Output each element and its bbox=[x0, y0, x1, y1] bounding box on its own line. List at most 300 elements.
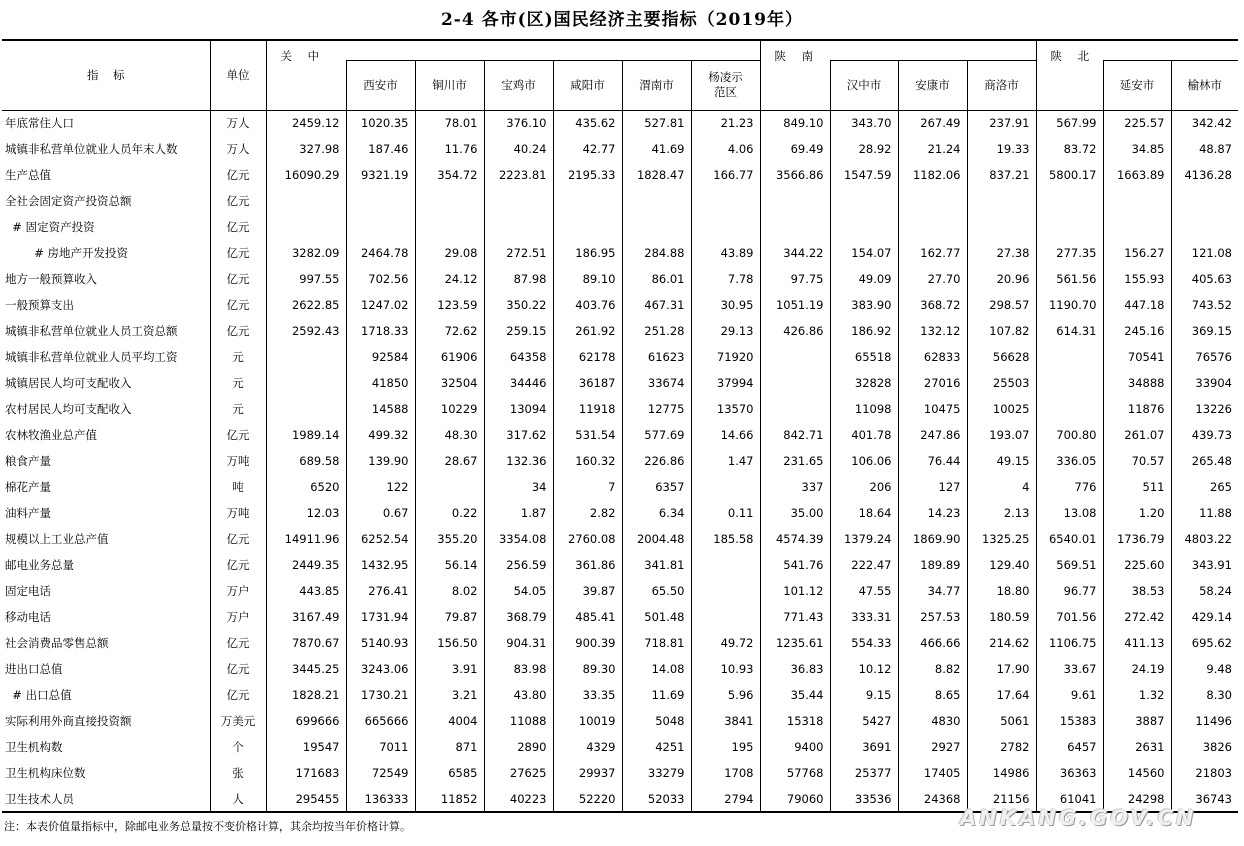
table-row bbox=[2, 240, 1238, 266]
value-cell: 368.79 bbox=[484, 604, 553, 630]
value-cell: 12775 bbox=[622, 396, 691, 422]
value-cell: 5140.93 bbox=[346, 630, 415, 656]
value-cell: 11918 bbox=[553, 396, 622, 422]
city-header-weinan: 渭南市 bbox=[622, 60, 691, 110]
row-unit: 万人 bbox=[210, 110, 266, 136]
region-header-shaannan: 陕 南 bbox=[760, 40, 830, 110]
value-cell: 9.48 bbox=[1206, 662, 1232, 676]
value-cell: 14588 bbox=[346, 396, 415, 422]
value-cell: 3826 bbox=[1202, 740, 1232, 754]
table-row bbox=[2, 370, 1238, 396]
value-cell bbox=[1103, 188, 1171, 214]
value-cell bbox=[346, 214, 415, 240]
table-row bbox=[2, 188, 1238, 214]
value-cell: 89.30 bbox=[553, 656, 622, 682]
value-cell: 1190.70 bbox=[1036, 292, 1103, 318]
value-cell: 34888 bbox=[1103, 370, 1171, 396]
value-cell: 11852 bbox=[415, 786, 484, 812]
value-cell: 2.82 bbox=[553, 500, 622, 526]
row-unit: 万美元 bbox=[210, 708, 266, 734]
value-cell: 29937 bbox=[553, 760, 622, 786]
value-cell: 52220 bbox=[553, 786, 622, 812]
row-unit: 万吨 bbox=[210, 448, 266, 474]
value-cell: 265 bbox=[1210, 480, 1232, 494]
value-cell: 97.75 bbox=[760, 266, 830, 292]
value-cell bbox=[691, 604, 760, 630]
value-cell: 29.13 bbox=[691, 318, 760, 344]
value-cell: 3354.08 bbox=[484, 526, 553, 552]
value-cell: 7011 bbox=[346, 734, 415, 760]
value-cell: 29.08 bbox=[415, 240, 484, 266]
value-cell: 14911.96 bbox=[266, 526, 346, 552]
value-cell bbox=[1171, 188, 1238, 214]
value-cell: 842.71 bbox=[760, 422, 830, 448]
value-cell bbox=[553, 214, 622, 240]
table-row bbox=[2, 266, 1238, 292]
row-unit: 人 bbox=[210, 786, 266, 812]
value-cell: 9321.19 bbox=[346, 162, 415, 188]
value-cell: 435.62 bbox=[553, 110, 622, 136]
table-row bbox=[2, 578, 1238, 604]
value-cell bbox=[691, 474, 760, 500]
row-unit: 亿元 bbox=[210, 266, 266, 292]
row-unit: 亿元 bbox=[210, 656, 266, 682]
value-cell: 18.80 bbox=[967, 578, 1036, 604]
value-cell: 19.33 bbox=[967, 136, 1036, 162]
value-cell: 33904 bbox=[1195, 376, 1232, 390]
row-label: 农林牧渔业总产值 bbox=[2, 422, 210, 448]
row-unit: 万户 bbox=[210, 578, 266, 604]
value-cell: 1718.33 bbox=[346, 318, 415, 344]
row-label: 生产总值 bbox=[2, 162, 210, 188]
value-cell: 19547 bbox=[266, 734, 346, 760]
value-cell: 10025 bbox=[967, 396, 1036, 422]
value-cell: 10.12 bbox=[830, 656, 898, 682]
value-cell: 355.20 bbox=[415, 526, 484, 552]
city-header-yangling: 杨凌示范区 bbox=[691, 60, 760, 110]
value-cell: 1736.79 bbox=[1103, 526, 1171, 552]
city-header-shangluo: 商洛市 bbox=[967, 60, 1036, 110]
table-row bbox=[2, 318, 1238, 344]
row-label: 邮电业务总量 bbox=[2, 552, 210, 578]
value-cell: 1828.47 bbox=[622, 162, 691, 188]
city-header-tongchuan: 铜川市 bbox=[415, 60, 484, 110]
value-cell bbox=[484, 214, 553, 240]
table-row bbox=[2, 110, 1238, 136]
value-cell: 40.24 bbox=[484, 136, 553, 162]
value-cell: 499.32 bbox=[346, 422, 415, 448]
value-cell: 17.90 bbox=[967, 656, 1036, 682]
value-cell: 4803.22 bbox=[1184, 532, 1232, 546]
city-header-yanan: 延安市 bbox=[1103, 60, 1171, 110]
value-cell: 1247.02 bbox=[346, 292, 415, 318]
value-cell: 267.49 bbox=[898, 110, 967, 136]
table-row bbox=[2, 422, 1238, 448]
value-cell: 403.76 bbox=[553, 292, 622, 318]
value-cell: 193.07 bbox=[967, 422, 1036, 448]
value-cell: 3243.06 bbox=[346, 656, 415, 682]
value-cell: 155.93 bbox=[1103, 266, 1171, 292]
row-unit: 元 bbox=[210, 370, 266, 396]
value-cell: 129.40 bbox=[967, 552, 1036, 578]
value-cell: 501.48 bbox=[622, 604, 691, 630]
value-cell: 776 bbox=[1036, 474, 1103, 500]
value-cell: 24.12 bbox=[415, 266, 484, 292]
value-cell bbox=[967, 214, 1036, 240]
value-cell: 21.24 bbox=[898, 136, 967, 162]
row-label: 卫生机构数 bbox=[2, 734, 210, 760]
value-cell: 14.66 bbox=[691, 422, 760, 448]
value-cell bbox=[691, 214, 760, 240]
value-cell: 8.30 bbox=[1206, 688, 1232, 702]
value-cell: 439.73 bbox=[1191, 428, 1232, 442]
value-cell: 121.08 bbox=[1191, 246, 1232, 260]
value-cell: 28.67 bbox=[415, 448, 484, 474]
row-unit: 亿元 bbox=[210, 318, 266, 344]
value-cell: 614.31 bbox=[1036, 318, 1103, 344]
value-cell: 1379.24 bbox=[830, 526, 898, 552]
value-cell: 2927 bbox=[898, 734, 967, 760]
value-cell: 2464.78 bbox=[346, 240, 415, 266]
value-cell bbox=[415, 214, 484, 240]
value-cell: 5800.17 bbox=[1036, 162, 1103, 188]
value-cell bbox=[484, 188, 553, 214]
value-cell: 0.22 bbox=[415, 500, 484, 526]
value-cell: 65.50 bbox=[622, 578, 691, 604]
value-cell: 2223.81 bbox=[484, 162, 553, 188]
value-cell: 69.49 bbox=[760, 136, 830, 162]
value-cell: 180.59 bbox=[967, 604, 1036, 630]
footnote: 注：本表价值量指标中，除邮电业务总量按不变价格计算，其余均按当年价格计算。 bbox=[4, 820, 411, 833]
value-cell: 3841 bbox=[691, 708, 760, 734]
value-cell: 4329 bbox=[553, 734, 622, 760]
value-cell: 1.87 bbox=[484, 500, 553, 526]
value-cell: 701.56 bbox=[1036, 604, 1103, 630]
row-label: 实际利用外商直接投资额 bbox=[2, 708, 210, 734]
value-cell: 6357 bbox=[622, 474, 691, 500]
value-cell: 61906 bbox=[415, 344, 484, 370]
value-cell: 56.14 bbox=[415, 552, 484, 578]
shaanbei-header-band bbox=[1103, 40, 1238, 60]
value-cell: 187.46 bbox=[346, 136, 415, 162]
value-cell: 25377 bbox=[830, 760, 898, 786]
value-cell: 344.22 bbox=[760, 240, 830, 266]
value-cell: 284.88 bbox=[622, 240, 691, 266]
value-cell: 1730.21 bbox=[346, 682, 415, 708]
value-cell: 466.66 bbox=[898, 630, 967, 656]
value-cell bbox=[760, 344, 830, 370]
value-cell: 2592.43 bbox=[266, 318, 346, 344]
value-cell bbox=[266, 370, 346, 396]
value-cell: 10475 bbox=[898, 396, 967, 422]
value-cell: 156.50 bbox=[415, 630, 484, 656]
value-cell: 2760.08 bbox=[553, 526, 622, 552]
value-cell: 76.44 bbox=[898, 448, 967, 474]
value-cell: 6520 bbox=[266, 474, 346, 500]
value-cell: 341.81 bbox=[622, 552, 691, 578]
value-cell: 226.86 bbox=[622, 448, 691, 474]
value-cell: 4.06 bbox=[691, 136, 760, 162]
value-cell: 222.47 bbox=[830, 552, 898, 578]
value-cell: 36.83 bbox=[760, 656, 830, 682]
value-cell: 43.89 bbox=[691, 240, 760, 266]
value-cell: 186.92 bbox=[830, 318, 898, 344]
value-cell: 1325.25 bbox=[967, 526, 1036, 552]
value-cell bbox=[1036, 370, 1103, 396]
row-label: 卫生机构床位数 bbox=[2, 760, 210, 786]
value-cell: 101.12 bbox=[760, 578, 830, 604]
value-cell: 13570 bbox=[691, 396, 760, 422]
value-cell: 849.10 bbox=[760, 110, 830, 136]
value-cell: 5048 bbox=[622, 708, 691, 734]
value-cell: 702.56 bbox=[346, 266, 415, 292]
value-cell: 1.32 bbox=[1103, 682, 1171, 708]
table-row bbox=[2, 162, 1238, 188]
row-label: 地方一般预算收入 bbox=[2, 266, 210, 292]
value-cell: 27625 bbox=[484, 760, 553, 786]
value-cell: 34.77 bbox=[898, 578, 967, 604]
value-cell bbox=[691, 188, 760, 214]
table-row bbox=[2, 396, 1238, 422]
table-row bbox=[2, 136, 1238, 162]
value-cell: 837.21 bbox=[967, 162, 1036, 188]
row-label: 城镇非私营单位就业人员年末人数 bbox=[2, 136, 210, 162]
value-cell: 771.43 bbox=[760, 604, 830, 630]
value-cell: 132.12 bbox=[898, 318, 967, 344]
value-cell: 36187 bbox=[553, 370, 622, 396]
value-cell: 17405 bbox=[898, 760, 967, 786]
value-cell: 195 bbox=[691, 734, 760, 760]
value-cell: 1182.06 bbox=[898, 162, 967, 188]
row-unit: 亿元 bbox=[210, 526, 266, 552]
value-cell: 30.95 bbox=[691, 292, 760, 318]
value-cell: 41850 bbox=[346, 370, 415, 396]
table-body bbox=[2, 110, 1238, 812]
city-header-hanzhong: 汉中市 bbox=[830, 60, 898, 110]
value-cell: 997.55 bbox=[266, 266, 346, 292]
value-cell: 10.93 bbox=[691, 656, 760, 682]
value-cell: 9.15 bbox=[830, 682, 898, 708]
value-cell: 426.86 bbox=[760, 318, 830, 344]
value-cell: 3887 bbox=[1103, 708, 1171, 734]
row-label: 城镇居民人均可支配收入 bbox=[2, 370, 210, 396]
city-header-ankang: 安康市 bbox=[898, 60, 967, 110]
value-cell: 92584 bbox=[346, 344, 415, 370]
value-cell: 256.59 bbox=[484, 552, 553, 578]
value-cell: 48.30 bbox=[415, 422, 484, 448]
value-cell: 567.99 bbox=[1036, 110, 1103, 136]
value-cell: 62833 bbox=[898, 344, 967, 370]
value-cell: 20.96 bbox=[967, 266, 1036, 292]
value-cell: 87.98 bbox=[484, 266, 553, 292]
value-cell: 57768 bbox=[760, 760, 830, 786]
value-cell: 32828 bbox=[830, 370, 898, 396]
value-cell: 467.31 bbox=[622, 292, 691, 318]
table-row bbox=[2, 604, 1238, 630]
value-cell: 70.57 bbox=[1103, 448, 1171, 474]
table-title: 2-4 各市(区)国民经济主要指标（2019年） bbox=[440, 10, 804, 30]
value-cell: 695.62 bbox=[1191, 636, 1232, 650]
value-cell: 261.07 bbox=[1103, 422, 1171, 448]
value-cell: 343.70 bbox=[830, 110, 898, 136]
guanzhong-header-band bbox=[346, 40, 760, 60]
value-cell: 350.22 bbox=[484, 292, 553, 318]
value-cell: 154.07 bbox=[830, 240, 898, 266]
value-cell: 1731.94 bbox=[346, 604, 415, 630]
value-cell: 71920 bbox=[691, 344, 760, 370]
value-cell: 2459.12 bbox=[266, 110, 346, 136]
value-cell: 561.56 bbox=[1036, 266, 1103, 292]
value-cell: 34.85 bbox=[1103, 136, 1171, 162]
value-cell: 225.57 bbox=[1103, 110, 1171, 136]
value-cell: 139.90 bbox=[346, 448, 415, 474]
value-cell: 33279 bbox=[622, 760, 691, 786]
city-header-xian: 西安市 bbox=[346, 60, 415, 110]
row-unit: 亿元 bbox=[210, 292, 266, 318]
row-unit: 亿元 bbox=[210, 630, 266, 656]
value-cell: 276.41 bbox=[346, 578, 415, 604]
value-cell: 237.91 bbox=[967, 110, 1036, 136]
row-label: 城镇非私营单位就业人员工资总额 bbox=[2, 318, 210, 344]
value-cell: 2782 bbox=[967, 734, 1036, 760]
value-cell: 2449.35 bbox=[266, 552, 346, 578]
row-unit: 亿元 bbox=[210, 162, 266, 188]
value-cell: 185.58 bbox=[691, 526, 760, 552]
value-cell: 21156 bbox=[967, 786, 1036, 812]
value-cell: 443.85 bbox=[266, 578, 346, 604]
row-label: 一般预算支出 bbox=[2, 292, 210, 318]
value-cell: 7870.67 bbox=[266, 630, 346, 656]
value-cell: 7 bbox=[553, 474, 622, 500]
row-label: 社会消费品零售总额 bbox=[2, 630, 210, 656]
value-cell: 1.20 bbox=[1103, 500, 1171, 526]
value-cell: 47.55 bbox=[830, 578, 898, 604]
value-cell: 245.16 bbox=[1103, 318, 1171, 344]
value-cell: 33536 bbox=[830, 786, 898, 812]
value-cell: 160.32 bbox=[553, 448, 622, 474]
value-cell: 327.98 bbox=[266, 136, 346, 162]
value-cell: 0.67 bbox=[346, 500, 415, 526]
value-cell: 79060 bbox=[760, 786, 830, 812]
value-cell: 33.35 bbox=[553, 682, 622, 708]
value-cell: 56628 bbox=[967, 344, 1036, 370]
value-cell: 15383 bbox=[1036, 708, 1103, 734]
value-cell: 485.41 bbox=[553, 604, 622, 630]
value-cell: 206 bbox=[830, 474, 898, 500]
value-cell: 189.89 bbox=[898, 552, 967, 578]
value-cell bbox=[691, 578, 760, 604]
value-cell: 272.51 bbox=[484, 240, 553, 266]
value-cell: 1989.14 bbox=[266, 422, 346, 448]
value-cell bbox=[1036, 396, 1103, 422]
table-row bbox=[2, 214, 1238, 240]
row-unit: 亿元 bbox=[210, 422, 266, 448]
value-cell: 61623 bbox=[622, 344, 691, 370]
value-cell: 33674 bbox=[622, 370, 691, 396]
value-cell: 11098 bbox=[830, 396, 898, 422]
value-cell: 12.03 bbox=[266, 500, 346, 526]
value-cell: 354.72 bbox=[415, 162, 484, 188]
value-cell: 49.72 bbox=[691, 630, 760, 656]
value-cell: 40223 bbox=[484, 786, 553, 812]
value-cell: 337 bbox=[760, 474, 830, 500]
value-cell: 14560 bbox=[1103, 760, 1171, 786]
value-cell: 83.98 bbox=[484, 656, 553, 682]
value-cell: 36363 bbox=[1036, 760, 1103, 786]
value-cell: 136333 bbox=[346, 786, 415, 812]
value-cell bbox=[1036, 214, 1103, 240]
value-cell: 6457 bbox=[1036, 734, 1103, 760]
row-label: 规模以上工业总产值 bbox=[2, 526, 210, 552]
value-cell: 401.78 bbox=[830, 422, 898, 448]
value-cell: 2195.33 bbox=[553, 162, 622, 188]
value-cell: 11.69 bbox=[622, 682, 691, 708]
value-cell: 4004 bbox=[415, 708, 484, 734]
value-cell: 1869.90 bbox=[898, 526, 967, 552]
value-cell: 78.01 bbox=[415, 110, 484, 136]
row-label: 全社会固定资产投资总额 bbox=[2, 188, 210, 214]
value-cell: 4574.39 bbox=[760, 526, 830, 552]
value-cell: 554.33 bbox=[830, 630, 898, 656]
value-cell bbox=[1171, 214, 1238, 240]
value-cell: 699666 bbox=[266, 708, 346, 734]
row-label: 棉花产量 bbox=[2, 474, 210, 500]
value-cell bbox=[691, 552, 760, 578]
value-cell: 272.42 bbox=[1103, 604, 1171, 630]
table-row bbox=[2, 734, 1238, 760]
value-cell: 569.51 bbox=[1036, 552, 1103, 578]
value-cell: 34 bbox=[484, 474, 553, 500]
row-label: 年底常住人口 bbox=[2, 110, 210, 136]
value-cell: 48.87 bbox=[1199, 142, 1232, 156]
value-cell bbox=[415, 188, 484, 214]
value-cell: 261.92 bbox=[553, 318, 622, 344]
value-cell: 32504 bbox=[415, 370, 484, 396]
value-cell: 35.00 bbox=[760, 500, 830, 526]
value-cell: 2622.85 bbox=[266, 292, 346, 318]
table-row bbox=[2, 292, 1238, 318]
value-cell: 6585 bbox=[415, 760, 484, 786]
value-cell: 369.15 bbox=[1191, 324, 1232, 338]
value-cell: 4136.28 bbox=[1184, 168, 1232, 182]
value-cell: 1708 bbox=[691, 760, 760, 786]
value-cell: 5061 bbox=[967, 708, 1036, 734]
value-cell: 3.21 bbox=[415, 682, 484, 708]
value-cell: 43.80 bbox=[484, 682, 553, 708]
row-unit: 张 bbox=[210, 760, 266, 786]
unit-header: 单位 bbox=[210, 40, 266, 110]
row-unit: 亿元 bbox=[210, 552, 266, 578]
value-cell: 904.31 bbox=[484, 630, 553, 656]
value-cell: 14986 bbox=[967, 760, 1036, 786]
site-watermark: ANKANG.GOV.CN bbox=[960, 806, 1197, 830]
table-row bbox=[2, 656, 1238, 682]
value-cell: 1106.75 bbox=[1036, 630, 1103, 656]
row-unit: 个 bbox=[210, 734, 266, 760]
value-cell: 24.19 bbox=[1103, 656, 1171, 682]
value-cell: 89.10 bbox=[553, 266, 622, 292]
row-unit: 元 bbox=[210, 396, 266, 422]
row-label: 移动电话 bbox=[2, 604, 210, 630]
value-cell: 1.47 bbox=[691, 448, 760, 474]
value-cell: 368.72 bbox=[898, 292, 967, 318]
value-cell: 96.77 bbox=[1036, 578, 1103, 604]
row-label: 固定电话 bbox=[2, 578, 210, 604]
value-cell bbox=[830, 188, 898, 214]
value-cell bbox=[266, 396, 346, 422]
value-cell: 38.53 bbox=[1103, 578, 1171, 604]
value-cell: 247.86 bbox=[898, 422, 967, 448]
